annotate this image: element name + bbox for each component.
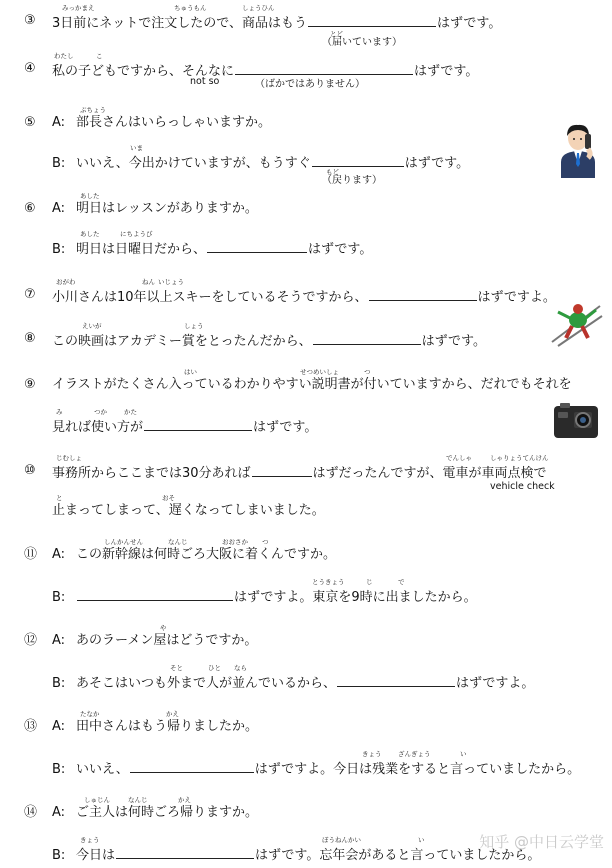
- furigana: ぶちょう: [80, 106, 106, 114]
- sentence-text: 止まってしまって、遅くなってしまいました。: [52, 503, 325, 518]
- furigana: あした: [80, 230, 100, 238]
- furigana: かえ: [178, 796, 191, 804]
- furigana: つ: [262, 538, 269, 546]
- furigana: い: [418, 836, 425, 844]
- speaker-label: B:: [52, 676, 66, 691]
- speaker-label: A:: [52, 719, 66, 734]
- furigana: ねん: [142, 278, 155, 286]
- speaker-label: A:: [52, 115, 66, 130]
- furigana: じむしょ: [56, 454, 82, 462]
- furigana: ちゅうもん: [174, 4, 207, 12]
- furigana: つか: [94, 408, 107, 416]
- text-before: あそこはいつも外まで人が並んでいるから、: [76, 676, 337, 691]
- sentence-line-b: [52, 758, 580, 779]
- speaker-label: B:: [52, 242, 66, 257]
- sentence-text: イラストがたくさん入っているわかりやすい説明書が付いていますから、だれでもそれを: [52, 377, 572, 392]
- answer-blank[interactable]: [337, 672, 455, 687]
- furigana: おがわ: [56, 278, 76, 286]
- answer-blank[interactable]: [312, 152, 404, 167]
- furigana: はい: [184, 368, 197, 376]
- item-number: ⑤: [24, 115, 36, 130]
- furigana: しゅじん: [84, 796, 110, 804]
- sentence-line-a: [52, 200, 258, 218]
- sentence-line: [52, 330, 486, 351]
- furigana: しょうひん: [242, 4, 275, 12]
- sentence-line-1: [52, 462, 547, 483]
- item-number: ⑩: [24, 463, 36, 478]
- item-number: ⑭: [24, 805, 38, 820]
- watermark: 知乎 @中日云学堂: [479, 833, 604, 851]
- text-after: はずですよ。今日は残業をすると言っていましたから。: [254, 762, 581, 777]
- speaker-label: B:: [52, 848, 66, 863]
- furigana: いま: [130, 144, 143, 152]
- item-number: ⑨: [24, 377, 36, 392]
- furigana: じ: [366, 578, 373, 586]
- furigana: おそ: [162, 494, 175, 502]
- furigana: や: [160, 624, 167, 632]
- text-before: 小川さんは10年以上スキーをしているそうですから、: [52, 290, 368, 305]
- text-before: いいえ、: [76, 762, 129, 777]
- furigana: なら: [234, 664, 247, 672]
- furigana: おおさか: [222, 538, 248, 546]
- sentence-line-a: [52, 546, 336, 564]
- text-after: はずですよ。: [477, 290, 556, 305]
- item-number: ⑥: [24, 201, 36, 216]
- sentence-line-b: [52, 238, 372, 259]
- speaker-label: A:: [52, 547, 66, 562]
- text-after: はずですよ。東京を9時に出ましたから。: [234, 590, 477, 605]
- answer-blank[interactable]: [308, 12, 436, 27]
- sentence-line: [52, 286, 556, 307]
- furigana: かた: [124, 408, 137, 416]
- sentence-text: あのラーメン屋はどうですか。: [76, 633, 258, 648]
- furigana: あした: [80, 192, 100, 200]
- furigana: そと: [170, 664, 183, 672]
- furigana: わたし: [54, 52, 74, 60]
- sentence-line-2: [52, 502, 325, 520]
- furigana: とうきょう: [312, 578, 345, 586]
- furigana: でんしゃ: [446, 454, 472, 462]
- furigana: えいが: [82, 322, 102, 330]
- furigana: せつめいしょ: [300, 368, 339, 376]
- furigana: しんかんせん: [104, 538, 143, 546]
- furigana: ぼうねんかい: [322, 836, 361, 844]
- skier-illustration: [548, 298, 606, 348]
- sentence-line-a: [52, 114, 271, 132]
- item-number: ⑫: [24, 633, 38, 648]
- answer-blank[interactable]: [77, 586, 233, 601]
- answer-blank[interactable]: [369, 286, 477, 301]
- gloss-text: not so: [190, 76, 220, 87]
- furigana: きょう: [80, 836, 100, 844]
- sentence-text: この新幹線は何時ごろ大阪に着くんですか。: [76, 547, 337, 562]
- answer-blank[interactable]: [252, 462, 312, 477]
- item-number: ⑬: [24, 719, 38, 734]
- answer-blank[interactable]: [207, 238, 307, 253]
- sentence-text: ご主人は何時ごろ帰りますか。: [76, 805, 259, 820]
- gloss-text: vehicle check: [490, 481, 555, 492]
- furigana: つ: [364, 368, 371, 376]
- furigana: しゃりょうてんけん: [490, 454, 549, 462]
- speaker-label: A:: [52, 805, 66, 820]
- sentence-line: [52, 12, 501, 33]
- speaker-label: B:: [52, 156, 66, 171]
- speaker-label: A:: [52, 201, 66, 216]
- text-before: 事務所からここまでは30分あれば: [52, 466, 251, 481]
- item-number: ⑦: [24, 287, 36, 302]
- furigana: きょう: [362, 750, 382, 758]
- sentence-text: 田中さんはもう帰りましたか。: [76, 719, 259, 734]
- furigana: たなか: [80, 710, 100, 718]
- text-after: はずです。: [404, 156, 470, 171]
- businessman-phone-illustration: [558, 120, 598, 178]
- furigana: ひと: [208, 664, 221, 672]
- furigana: もど: [326, 168, 339, 176]
- sentence-line-2: [52, 416, 317, 437]
- text-after: はずです。忘年会があると言っていましたから。: [255, 848, 541, 863]
- speaker-label: B:: [52, 762, 66, 777]
- furigana: なんじ: [168, 538, 188, 546]
- item-number: ⑧: [24, 331, 36, 346]
- speaker-label: B:: [52, 590, 66, 605]
- text-after: はずですよ。: [456, 676, 535, 691]
- answer-blank[interactable]: [130, 758, 254, 773]
- furigana: みっかまえ: [62, 4, 95, 12]
- answer-blank[interactable]: [116, 844, 254, 859]
- furigana: いじょう: [158, 278, 184, 286]
- furigana: なんじ: [128, 796, 148, 804]
- text-before: 明日は日曜日だから、: [76, 242, 207, 257]
- furigana: と: [56, 494, 63, 502]
- text-after: はずです。: [308, 242, 373, 257]
- sentence-line-b: [52, 844, 540, 865]
- text-before: この映画はアカデミー賞をとったんだから、: [52, 334, 312, 349]
- sentence-line-b: [52, 672, 534, 693]
- action-camera-illustration: [552, 402, 600, 440]
- furigana: で: [398, 578, 405, 586]
- furigana: しょう: [184, 322, 204, 330]
- furigana: にちようび: [120, 230, 153, 238]
- furigana: い: [460, 750, 467, 758]
- furigana: かえ: [166, 710, 179, 718]
- hint-text: （戻ります）: [322, 175, 382, 186]
- sentence-line-a: [52, 632, 257, 650]
- sentence-line-1: [52, 376, 572, 394]
- answer-blank[interactable]: [235, 60, 413, 75]
- sentence-text: 部長さんはいらっしゃいますか。: [76, 115, 272, 130]
- text-before: いいえ、今出かけていますが、もうすぐ: [76, 156, 311, 171]
- sentence-line-a: [52, 804, 258, 822]
- text-after: はずです。: [253, 420, 318, 435]
- text-before: 見れば使い方が: [52, 420, 144, 435]
- text-after: はずです。: [437, 16, 502, 31]
- hint-text: （届いています）: [322, 37, 402, 48]
- text-before: 今日は: [76, 848, 116, 863]
- item-number: ④: [24, 61, 36, 76]
- answer-blank[interactable]: [144, 416, 252, 431]
- sentence-text: 明日はレッスンがありますか。: [76, 201, 258, 216]
- item-number: ③: [24, 13, 36, 28]
- text-after: はずです。: [414, 64, 479, 79]
- sentence-line-b: [52, 586, 477, 607]
- furigana: み: [56, 408, 63, 416]
- furigana: ざんぎょう: [398, 750, 431, 758]
- sentence-line-a: [52, 718, 258, 736]
- furigana: こ: [96, 52, 103, 60]
- text-before: 私の子どもですから、そんなに: [52, 64, 235, 79]
- hint-text: （ばかではありません）: [255, 79, 365, 90]
- sentence-line: [52, 60, 478, 81]
- speaker-label: A:: [52, 633, 66, 648]
- furigana: とど: [330, 30, 343, 38]
- text-after: はずです。: [421, 334, 486, 349]
- text-before: 3日前にネットで注文したので、商品はもう: [52, 16, 308, 31]
- answer-blank[interactable]: [313, 330, 421, 345]
- item-number: ⑪: [24, 547, 38, 562]
- sentence-line-b: [52, 152, 469, 173]
- text-after: はずだったんですが、電車が車両点検で: [312, 466, 547, 481]
